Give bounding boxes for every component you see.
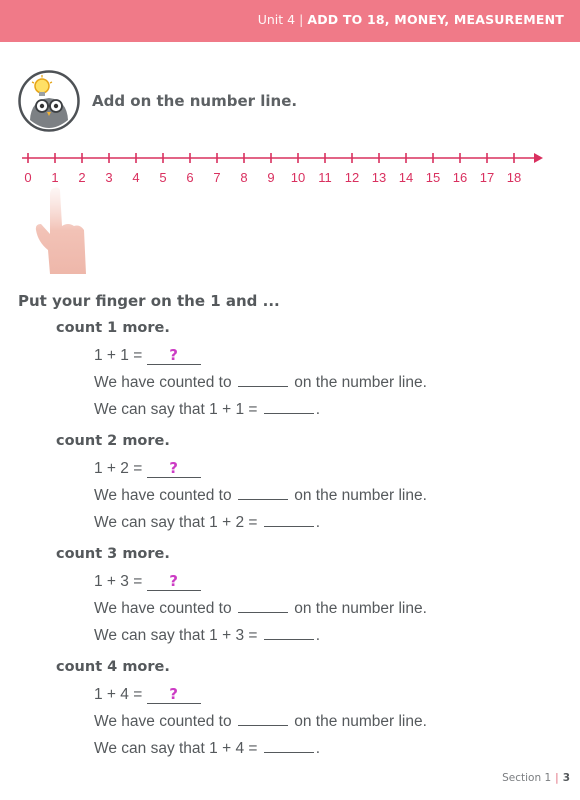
answer-blank[interactable] [147,346,201,365]
answer-blank[interactable] [147,459,201,478]
page-number: 3 [562,772,570,784]
counted-line [94,482,556,509]
say-text-before: We can say that 1 + 2 = [94,514,258,531]
footer [502,772,570,784]
say-line [94,396,556,423]
question-mark: ? [169,346,178,364]
tick-label: 14 [398,170,414,185]
counted-text-before: We have counted to [94,600,232,617]
tick-label: 12 [344,170,360,185]
owl-mascot-icon [18,70,80,132]
tick-label: 1 [51,170,59,185]
tick-label: 5 [159,170,167,185]
say-line [94,735,556,762]
equation-line [94,568,556,595]
counted-blank[interactable] [238,485,288,500]
tick-label: 7 [213,170,221,185]
equation-text: 1 + 2 = [94,460,143,477]
pointing-finger-icon [34,186,88,278]
say-text-before: We can say that 1 + 4 = [94,740,258,757]
counted-text-before: We have counted to [94,487,232,504]
count-heading: count 1 more. [56,320,170,336]
equation-text: 1 + 3 = [94,573,143,590]
header-band [0,0,580,42]
counted-line [94,708,556,735]
say-text-after: . [315,627,321,644]
footer-separator: | [555,772,559,784]
say-blank[interactable] [264,625,314,640]
tick-label: 18 [506,170,522,185]
header-separator: | [299,12,304,27]
tick-label: 3 [105,170,113,185]
exercise-block [56,659,556,762]
say-blank[interactable] [264,738,314,753]
count-heading: count 3 more. [56,546,170,562]
say-text-after: . [315,740,321,757]
tick-label: 4 [132,170,140,185]
tick-label: 8 [240,170,248,185]
say-line [94,622,556,649]
question-mark: ? [169,685,178,703]
counted-text-after: on the number line. [294,600,427,617]
say-blank[interactable] [264,512,314,527]
counted-text-after: on the number line. [294,487,427,504]
equation-line [94,681,556,708]
equation-line [94,455,556,482]
answer-blank[interactable] [147,572,201,591]
counted-text-after: on the number line. [294,374,427,391]
equation-text: 1 + 4 = [94,686,143,703]
say-text-before: We can say that 1 + 1 = [94,401,258,418]
question-mark: ? [169,459,178,477]
exercise-block [56,320,556,423]
counted-line [94,369,556,396]
say-text-after: . [315,514,321,531]
say-text-before: We can say that 1 + 3 = [94,627,258,644]
say-line [94,509,556,536]
header-text [258,12,564,27]
counted-blank[interactable] [238,711,288,726]
unit-title: ADD TO 18, MONEY, MEASUREMENT [307,12,564,27]
question-mark: ? [169,572,178,590]
counted-text-before: We have counted to [94,374,232,391]
tick-label: 9 [267,170,275,185]
tick-label: 0 [24,170,32,185]
unit-label: Unit 4 [257,12,296,27]
tick-label: 16 [452,170,468,185]
tick-label: 2 [78,170,86,185]
counted-blank[interactable] [238,598,288,613]
count-heading: count 2 more. [56,433,170,449]
say-blank[interactable] [264,399,314,414]
counted-text-before: We have counted to [94,713,232,730]
answer-blank[interactable] [147,685,201,704]
counted-blank[interactable] [238,372,288,387]
section-label: Section 1 [502,772,552,784]
tick-label: 11 [318,170,332,185]
tick-label: 17 [479,170,495,185]
exercise-block [56,546,556,649]
tick-label: 6 [186,170,194,185]
prompt-text: Put your finger on the 1 and ... [18,292,280,310]
tick-label: 15 [425,170,441,185]
counted-line [94,595,556,622]
equation-text: 1 + 1 = [94,347,143,364]
tick-label: 13 [371,170,387,185]
exercise-block [56,433,556,536]
say-text-after: . [315,401,321,418]
tick-label: 10 [290,170,306,185]
instruction-text: Add on the number line. [92,92,298,110]
arrow-right-icon [534,153,543,163]
counted-text-after: on the number line. [294,713,427,730]
equation-line [94,342,556,369]
count-heading: count 4 more. [56,659,170,675]
